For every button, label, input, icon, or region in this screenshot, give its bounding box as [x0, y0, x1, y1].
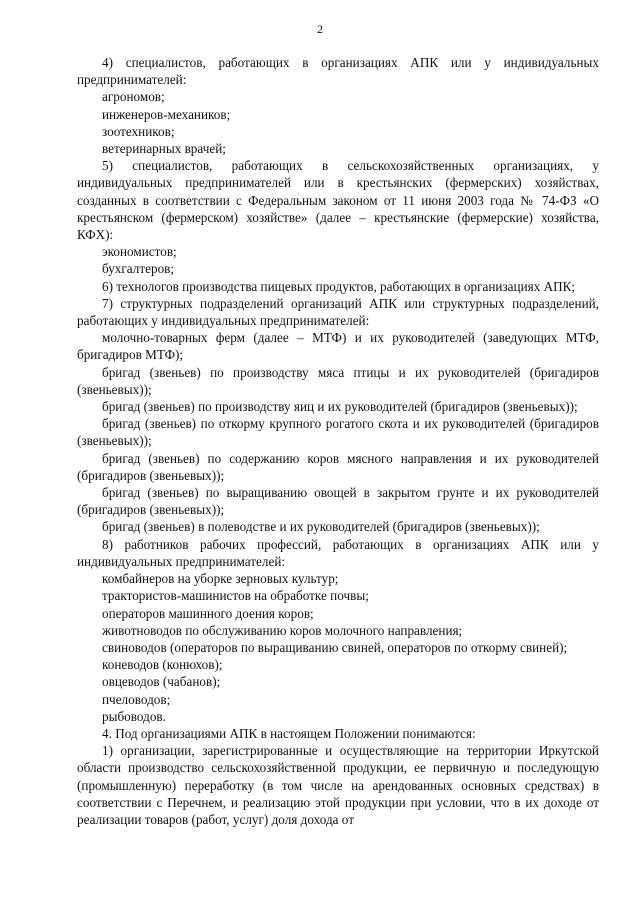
- page-number: 2: [317, 22, 323, 36]
- list-item: коневодов (конюхов);: [102, 657, 223, 673]
- paragraph: бригад (звеньев) по содержанию коров мясного направления и их руководителей (бригадиров (звеньевых));: [77, 450, 599, 483]
- list-item: бригад (звеньев) в полеводстве и их руководителей (бригадиров (звеньевых));: [102, 519, 540, 535]
- paragraph: бригад (звеньев) по выращиванию овощей в закрытом грунте и их руководителей (бригадиров (звеньевых));: [77, 485, 599, 518]
- list-item: экономистов;: [102, 244, 177, 260]
- list-item: бухгалтеров;: [102, 261, 175, 277]
- paragraph: 7) структурных подразделений организаций АПК или структурных подразделений, работающих у индивидуальных предпринимателей:: [77, 295, 599, 329]
- paragraph: 4) специалистов, работающих в организациях АПК или у индивидуальных предпринимателей:: [77, 55, 599, 88]
- list-item: рыбоводов.: [102, 708, 166, 724]
- list-item: трактористов-машинистов на обработке почвы;: [102, 588, 369, 604]
- list-item: пчеловодов;: [102, 691, 171, 707]
- paragraph: 6) технологов производства пищевых продуктов, работающих в организациях АПК;: [102, 278, 576, 294]
- list-item: ветеринарных врачей;: [102, 141, 226, 157]
- list-item: агрономов;: [102, 89, 165, 105]
- list-item: овцеводов (чабанов);: [102, 674, 221, 690]
- paragraph: свиноводов (операторов по выращиванию свиней, операторов по откорму свиней);: [102, 639, 568, 655]
- paragraph: молочно-товарных ферм (далее – МТФ) и их руководителей (заведующих МТФ, бригадиров МТФ);: [77, 330, 599, 363]
- paragraph: бригад (звеньев) по производству мяса птицы и их руководителей (бригадиров (звеньевых));: [77, 364, 599, 397]
- paragraph: бригад (звеньев) по производству яиц и их руководителей (бригадиров (звеньевых));: [102, 399, 578, 415]
- list-item: операторов машинного доения коров;: [102, 605, 314, 621]
- document-body: [77, 54, 599, 828]
- list-item: животноводов по обслуживанию коров молочного направления;: [102, 622, 463, 638]
- list-item: инженеров-механиков;: [102, 106, 231, 122]
- paragraph: бригад (звеньев) по откорму крупного рогатого скота и их руководителей (бригадиров (звеньевых));: [77, 416, 599, 449]
- paragraph: 5) специалистов, работающих в сельскохозяйственных организациях, у индивидуальных предпринимателей или в крестьянских (фермерских) хозяйствах, созданных в соответствии с Федеральным законом от 11 июня 2003 года № 74-ФЗ «О крестьянском (фермерском) хозяйстве» (далее – крестьянские (фермерские) хозяйства, КФХ):: [77, 158, 599, 243]
- list-item: зоотехников;: [102, 123, 175, 139]
- list-item: комбайнеров на уборке зерновых культур;: [102, 571, 339, 587]
- paragraph: 8) работников рабочих профессий, работающих в организациях АПК или у индивидуальных предпринимателей:: [77, 536, 599, 569]
- list-item: 4. Под организациями АПК в настоящем Положении понимаются:: [102, 725, 476, 741]
- paragraph: 1) организации, зарегистрированные и осуществляющие на территории Иркутской области производство сельскохозяйственной продукции, ее первичную и последующую (промышленную) переработку (в том числе на арендованных основных средствах) в соответствии с Перечнем, и реализацию этой продукции при условии, что в их доходе от реализации товаров (работ, услуг) доля дохода от: [77, 743, 599, 827]
